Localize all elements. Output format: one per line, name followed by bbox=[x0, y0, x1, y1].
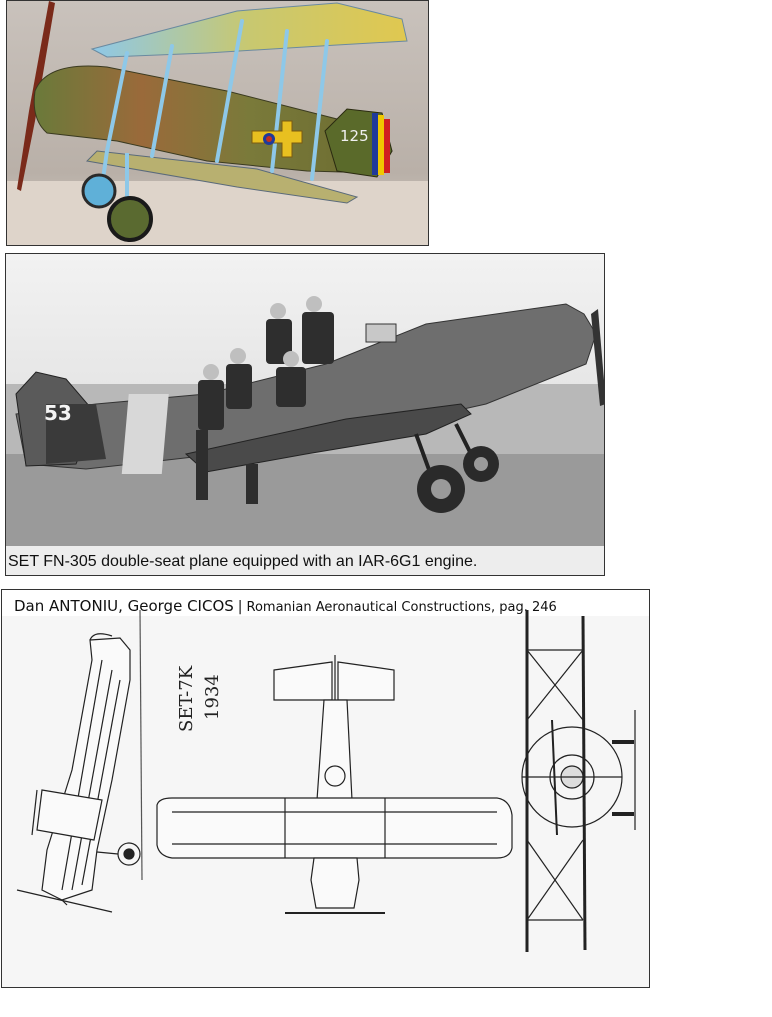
citation-separator: | bbox=[237, 599, 243, 615]
photo-caption: SET FN-305 double-seat plane equipped with an IAR-6G1 engine. bbox=[8, 553, 478, 570]
tail-number: 53 bbox=[44, 401, 72, 425]
biplane-model-photo bbox=[6, 0, 429, 246]
authors: Dan ANTONIU, George CICOS bbox=[14, 597, 234, 615]
book-title: Romanian Aeronautical Constructions, pag. 246 bbox=[246, 600, 557, 615]
aircraft-year-label: 1934 bbox=[202, 674, 223, 720]
tail-marking: 125 bbox=[340, 127, 369, 145]
set7k-three-view-drawing bbox=[1, 589, 650, 988]
fn305-photo bbox=[5, 253, 605, 576]
aircraft-name-label: SET-7K bbox=[176, 665, 197, 732]
